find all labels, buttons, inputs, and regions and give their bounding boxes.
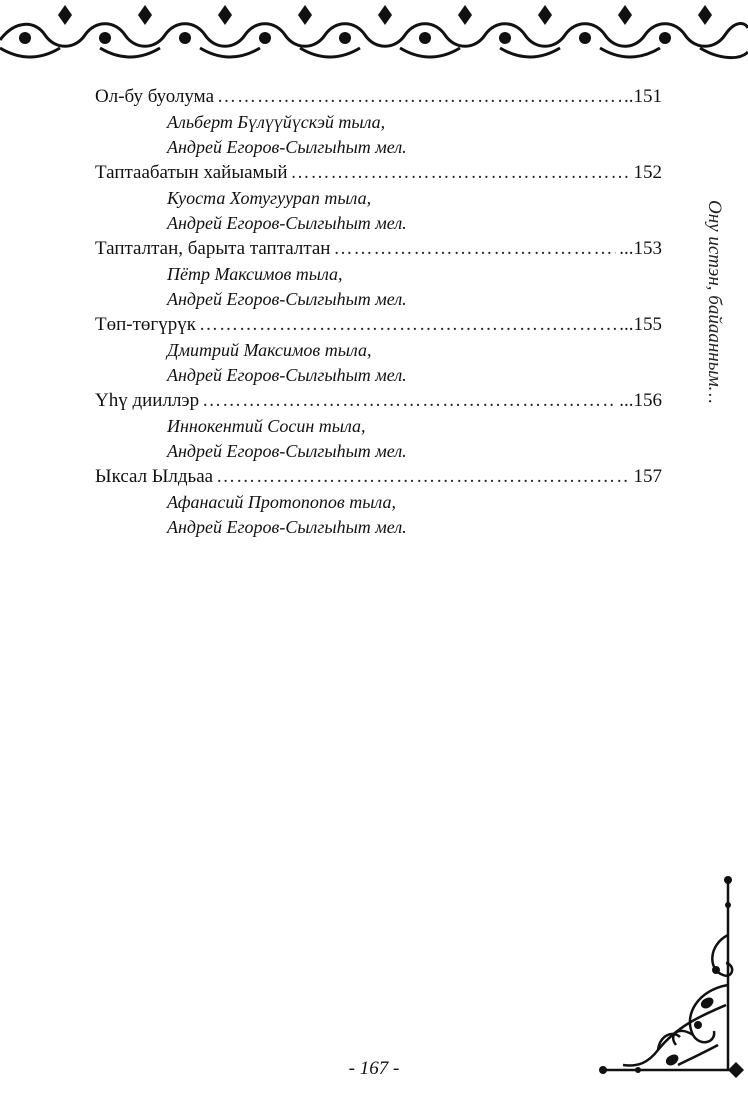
- toc-entry-title: Таптаабатын хайыамый: [95, 162, 288, 183]
- toc-entry-line[interactable]: [95, 236, 662, 262]
- dot-leader: [202, 388, 616, 414]
- dot-leader: [291, 160, 631, 186]
- toc-page-number: 157: [633, 466, 662, 487]
- running-header-text: Ону истэн, байаанным…: [704, 200, 725, 404]
- toc-credit-music: Андрей Егоров-Сылгыһыт мел.: [167, 289, 407, 309]
- toc-entry-line[interactable]: [95, 464, 662, 490]
- toc-entry-line[interactable]: [95, 160, 662, 186]
- toc-entry-title: Тапталтан, барыта тапталтан: [95, 238, 331, 259]
- dot-leader: [199, 312, 616, 338]
- running-header-vertical: [704, 200, 746, 500]
- ornamental-top-border: [0, 0, 748, 70]
- toc-credit-lyrics: Афанасий Протопопов тыла,: [167, 492, 396, 512]
- page-number: - 167 -: [348, 1058, 400, 1079]
- toc-entry: [95, 388, 662, 464]
- toc-credit-music: Андрей Егоров-Сылгыһыт мел.: [167, 441, 407, 461]
- toc-entry: [95, 84, 662, 160]
- toc-credit-lyrics: Дмитрий Максимов тыла,: [167, 340, 372, 360]
- toc-page-number: ...155: [619, 314, 662, 335]
- toc-credit-music: Андрей Егоров-Сылгыһыт мел.: [167, 137, 407, 157]
- toc-credit-lyrics: Пётр Максимов тыла,: [167, 264, 343, 284]
- toc-page-number: ...156: [619, 390, 662, 411]
- toc-entry: [95, 464, 662, 540]
- dot-leader: [217, 84, 621, 110]
- toc-entry-line[interactable]: [95, 84, 662, 110]
- toc-entry-title: Үһү дииллэр: [95, 390, 200, 411]
- table-of-contents: [95, 84, 662, 540]
- toc-entry-title: Ыксал Ылдьаа: [95, 466, 214, 487]
- toc-credit-music: Андрей Егоров-Сылгыһыт мел.: [167, 213, 407, 233]
- toc-credit-music: Андрей Егоров-Сылгыһыт мел.: [167, 365, 407, 385]
- floral-corner-ornament: [598, 875, 748, 1085]
- toc-credit-lyrics: Альберт Бүлүүйүскэй тыла,: [167, 112, 386, 132]
- toc-page-number: ...153: [619, 238, 662, 259]
- toc-entry-title: Ол-бу буолума: [95, 86, 215, 107]
- toc-entry-title: Төп-төгүрүк: [95, 314, 196, 335]
- toc-credit-lyrics: Куоста Хотугуурап тыла,: [167, 188, 372, 208]
- toc-credit-lyrics: Иннокентий Сосин тыла,: [167, 416, 366, 436]
- dot-leader: [333, 236, 616, 262]
- toc-credit-music: Андрей Егоров-Сылгыһыт мел.: [167, 517, 407, 537]
- toc-entry-line[interactable]: [95, 388, 662, 414]
- dot-leader: [216, 464, 630, 490]
- toc-entry: [95, 160, 662, 236]
- toc-entry-line[interactable]: [95, 312, 662, 338]
- toc-page-number: ..151: [624, 86, 662, 107]
- toc-entry: [95, 236, 662, 312]
- toc-entry: [95, 312, 662, 388]
- toc-page-number: 152: [633, 162, 662, 183]
